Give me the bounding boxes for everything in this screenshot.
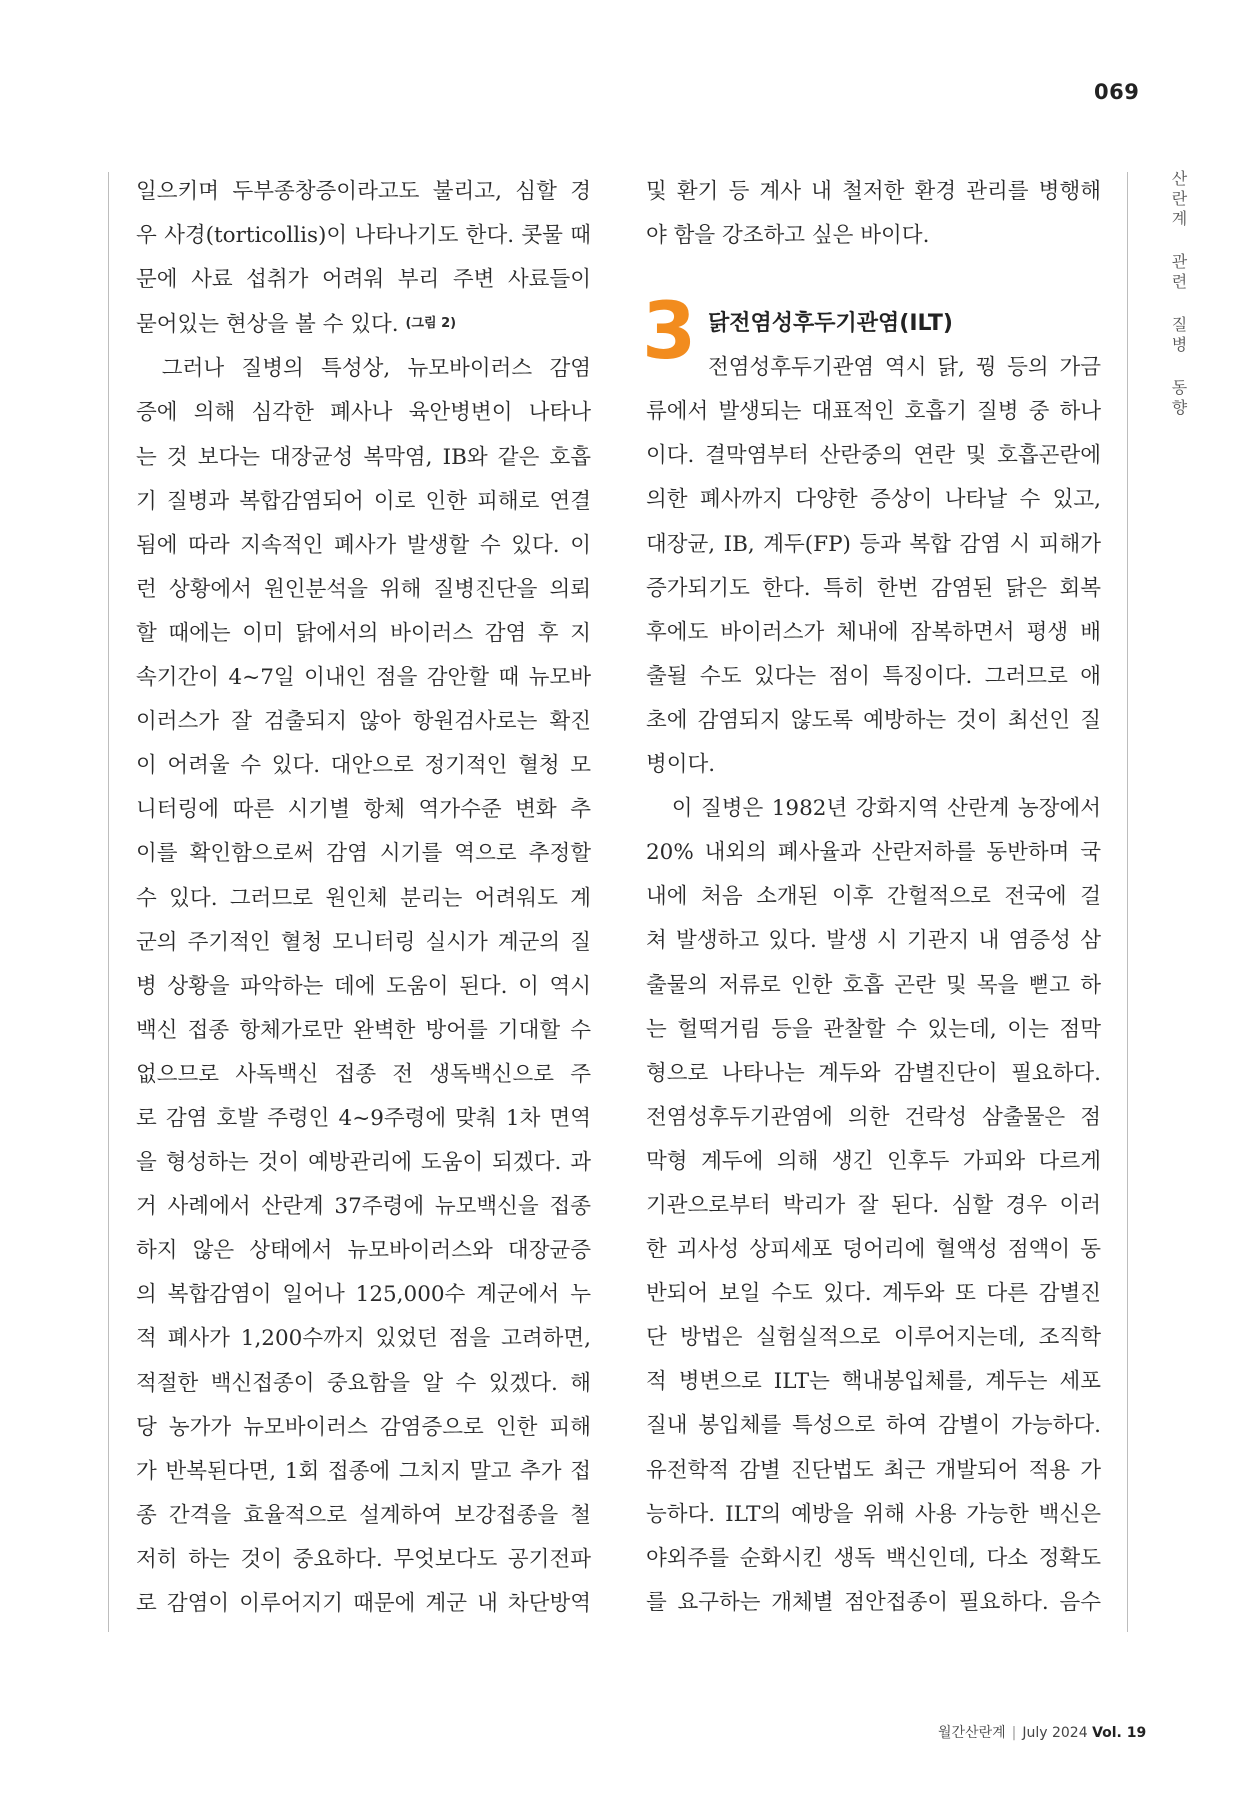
- text-line: 는 것 보다는 대장균성 복막염, IB와 같은 호흡: [136, 444, 591, 470]
- text-line: 적 병변으로 ILT는 핵내봉입체를, 계두는 세포: [646, 1369, 1101, 1395]
- right-column: [642, 170, 1101, 1625]
- text-line: 기관으로부터 박리가 잘 된다. 심할 경우 이러: [646, 1192, 1101, 1218]
- text-line: 그러나 질병의 특성상, 뉴모바이러스 감염: [161, 356, 591, 382]
- text-line: 를 요구하는 개체별 점안접종이 필요하다. 음수: [646, 1589, 1101, 1615]
- text-line: 백신 접종 항체가로만 완벽한 방어를 기대할 수: [136, 1017, 591, 1043]
- text-line: 이 질병은 1982년 강화지역 산란계 농장에서: [671, 796, 1101, 822]
- text-line: 을 형성하는 것이 예방관리에 도움이 되겠다. 과: [136, 1150, 591, 1176]
- text-line: 의 복합감염이 일어나 125,000수 계군에서 누: [136, 1282, 591, 1308]
- text-line: 막형 계두에 의해 생긴 인후두 가피와 다르게: [646, 1148, 1101, 1174]
- text-line: 없으므로 사독백신 접종 전 생독백신으로 주: [136, 1061, 591, 1087]
- left-paragraph-2: [136, 347, 591, 1626]
- figure-reference: (그림 2): [405, 316, 457, 332]
- text-line: 로 감염이 이루어지기 때문에 계군 내 차단방역: [136, 1591, 591, 1616]
- text-line: 반되어 보일 수도 있다. 계두와 또 다른 감별진: [646, 1281, 1101, 1307]
- section-paragraph-2: [646, 787, 1101, 1625]
- text-line: 니터링에 따른 시기별 항체 역가수준 변화 추: [136, 797, 591, 823]
- text-line: [136, 302, 591, 347]
- issue-volume: Vol. 19: [1092, 1725, 1147, 1741]
- text-line: 적 폐사가 1,200수까지 있었던 점을 고려하면,: [136, 1326, 591, 1352]
- text-line: 20% 내외의 폐사율과 산란저하를 동반하며 국: [646, 840, 1101, 866]
- issue-date: July 2024: [1022, 1725, 1088, 1741]
- text-line: 형으로 나타나는 계두와 감별진단이 필요하다.: [646, 1060, 1101, 1086]
- text-line: 증에 의해 심각한 폐사나 육안병변이 나타나: [136, 400, 591, 426]
- text-line: 당 농가가 뉴모바이러스 감염증으로 인한 피해: [136, 1414, 591, 1440]
- text-line: 로 감염 호발 주령인 4~9주령에 맞춰 1차 면역: [136, 1105, 591, 1131]
- right-column-rule: [1127, 172, 1128, 1632]
- section-first-line: 전염성후두기관염 역시 닭, 꿩 등의 가금: [708, 355, 1101, 381]
- text-line: 단 방법은 실험실적으로 이루어지는데, 조직학: [646, 1325, 1101, 1351]
- page-footer: [938, 1722, 1146, 1742]
- text-line: 일으키며 두부종창증이라고도 불리고, 심할 경: [136, 179, 591, 204]
- text-line: 수 있다. 그러므로 원인체 분리는 어려워도 계: [136, 885, 591, 911]
- text-line: 후에도 바이러스가 체내에 잠복하면서 평생 배: [646, 619, 1101, 645]
- left-p1-last-line: 묻어있는 현상을 볼 수 있다.: [136, 312, 399, 338]
- section-paragraph-1: [646, 390, 1101, 743]
- text-line: 야 함을 강조하고 싶은 바이다.: [646, 223, 930, 249]
- right-paragraph-0: [646, 170, 1101, 214]
- left-paragraph-1: [136, 170, 591, 302]
- text-line: 출될 수도 있다는 점이 특징이다. 그러므로 애: [646, 663, 1101, 689]
- text-line: 병이다.: [646, 752, 716, 778]
- text-line: 적절한 백신접종이 중요함을 알 수 있겠다. 해: [136, 1370, 591, 1396]
- left-column-rule: [108, 172, 109, 1632]
- section-title: 닭전염성후두기관염(ILT): [708, 311, 953, 337]
- text-line: 종 간격을 효율적으로 설계하여 보강접종을 철: [136, 1502, 591, 1528]
- text-line: 이다. 결막염부터 산란중의 연란 및 호흡곤란에: [646, 443, 1101, 469]
- footer-separator: |: [1011, 1725, 1017, 1741]
- text-line: 류에서 발생되는 대표적인 호흡기 질병 중 하나: [646, 399, 1101, 425]
- text-line: 가 반복된다면, 1회 접종에 그치지 말고 추가 접: [136, 1458, 591, 1484]
- text-line: 의한 폐사까지 다양한 증상이 나타날 수 있고,: [646, 487, 1101, 513]
- text-line: 능하다. ILT의 예방을 위해 사용 가능한 백신은: [646, 1501, 1101, 1527]
- text-line: 저히 하는 것이 중요하다. 무엇보다도 공기전파: [136, 1546, 591, 1572]
- text-line: 증가되기도 한다. 특히 한번 감염된 닭은 회복: [646, 575, 1101, 601]
- magazine-name: 월간산란계: [938, 1725, 1006, 1741]
- text-line: 할 때에는 이미 닭에서의 바이러스 감염 후 지: [136, 620, 591, 646]
- text-line: 이를 확인함으로써 감염 시기를 역으로 추정할: [136, 841, 591, 867]
- text-line: 야외주를 순화시킨 생독 백신인데, 다소 정확도: [646, 1545, 1101, 1571]
- text-line: 출물의 저류로 인한 호흡 곤란 및 목을 뻗고 하: [646, 972, 1101, 998]
- text-line: 질내 봉입체를 특성으로 하여 감별이 가능하다.: [646, 1413, 1101, 1439]
- text-line: 쳐 발생하고 있다. 발생 시 기관지 내 염증성 삼: [646, 928, 1101, 954]
- text-line: 이러스가 잘 검출되지 않아 항원검사로는 확진: [136, 709, 591, 735]
- text-line: 내에 처음 소개된 이후 간헐적으로 전국에 걸: [646, 884, 1101, 910]
- text-line: 한 괴사성 상피세포 덩어리에 혈액성 점액이 동: [646, 1237, 1101, 1263]
- text-line: 런 상황에서 원인분석을 위해 질병진단을 의뢰: [136, 576, 591, 602]
- text-line: 속기간이 4~7일 이내인 점을 감안할 때 뉴모바: [136, 665, 591, 691]
- page-number: 069: [1094, 80, 1140, 104]
- text-line: 하지 않은 상태에서 뉴모바이러스와 대장균증: [136, 1238, 591, 1264]
- text-line: 초에 감염되지 않도록 예방하는 것이 최선인 질: [646, 707, 1101, 733]
- text-line: 및 환기 등 계사 내 철저한 환경 관리를 병행해: [646, 179, 1101, 204]
- text-line: 이 어려울 수 있다. 대안으로 정기적인 혈청 모: [136, 753, 591, 779]
- text-line: 됨에 따라 지속적인 폐사가 발생할 수 있다. 이: [136, 532, 591, 558]
- text-line: 우 사경(torticollis)이 나타나기도 한다. 콧물 때: [136, 223, 591, 249]
- text-line: 병 상황을 파악하는 데에 도움이 된다. 이 역시: [136, 973, 591, 999]
- text-line: 전염성후두기관염에 의한 건락성 삼출물은 점: [646, 1104, 1101, 1130]
- section-number: 3: [642, 287, 697, 378]
- text-line: 문에 사료 섭취가 어려워 부리 주변 사료들이: [136, 267, 591, 293]
- text-line: 기 질병과 복합감염되어 이로 인한 피해로 연결: [136, 488, 591, 514]
- text-line: 거 사례에서 산란계 37주령에 뉴모백신을 접종: [136, 1194, 591, 1220]
- text-line: 는 헐떡거림 등을 관찰할 수 있는데, 이는 점막: [646, 1016, 1101, 1042]
- text-line: 유전학적 감별 진단법도 최근 개발되어 적용 가: [646, 1457, 1101, 1483]
- section-side-label: 산란계 관련 질병 동향: [1169, 170, 1188, 419]
- text-line: 대장균, IB, 계두(FP) 등과 복합 감염 시 피해가: [646, 531, 1101, 557]
- left-column: [136, 170, 591, 1626]
- text-line: 군의 주기적인 혈청 모니터링 실시가 계군의 질: [136, 929, 591, 955]
